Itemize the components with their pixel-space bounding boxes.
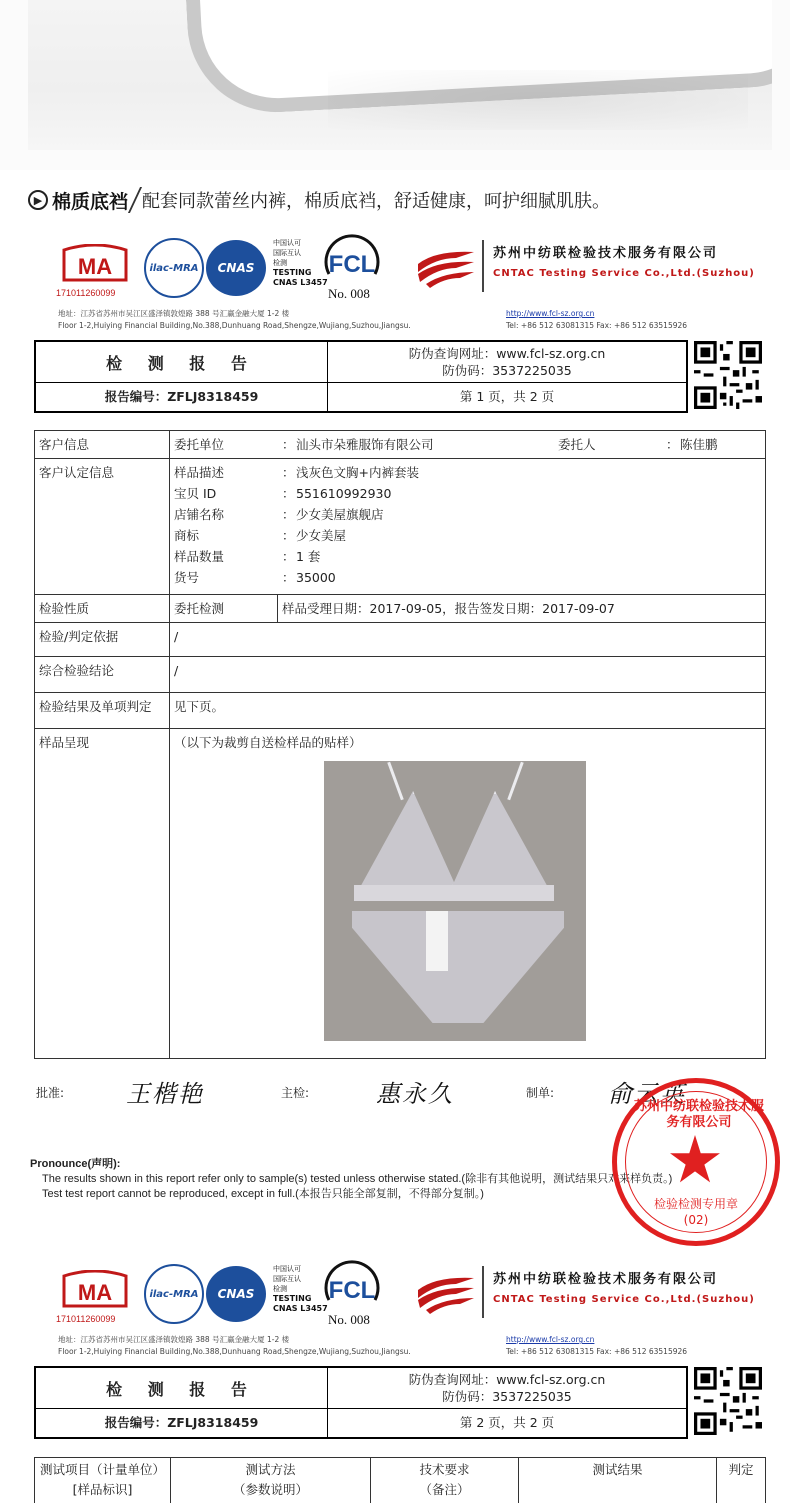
cnas-logo: CNAS [206,1266,266,1322]
fcl-number: No. 008 [328,286,370,301]
sample-cell [170,729,766,1059]
official-stamp [612,1078,780,1246]
address-cn: 地址：江苏省苏州市吴江区盛泽镇敦煌路 388 号汇赢金融大厦 1-2 楼 [58,1335,290,1344]
report-header-table-page2 [34,1366,688,1439]
store-name: 少女美屋旗舰店 [296,507,384,522]
pronounce-title: Pronounce(声明): [30,1158,121,1170]
logo-row-page2 [56,1262,776,1332]
fcl-logo-icon [321,1256,383,1316]
bra-cup-right [450,791,550,891]
website-link[interactable]: http://www.fcl-sz.org.cn [506,309,595,318]
result-value: 见下页。 [170,693,766,729]
bra-band [354,885,554,901]
col-test-method: 测试方法 （参数说明） [171,1458,371,1503]
company-name-en: CNTAC Testing Service Co.,Ltd.(Suzhou) [493,268,755,279]
address-row [58,308,778,334]
panty-shape [352,911,564,1023]
company-name-cn: 苏州中纺联检验技术服务有限公司 [493,246,719,261]
client-person: 陈佳鹏 [680,437,718,452]
cnas-logo: CNAS [206,240,266,296]
hang-tag [426,911,448,971]
prepare-signature: 俞云英 [608,1080,686,1108]
svg-text:FCL: FCL [328,251,376,278]
qr-code-icon [694,341,762,409]
report-title: 检 测 报 告 [36,342,328,382]
sample-description: 浅灰色文胸+内裤套装 [296,465,419,480]
basis-value: / [170,623,766,657]
anti-fake-info: 防伪查询网址：www.fcl-sz.org.cn 防伪码：3537225035 [408,346,606,378]
address-en: Floor 1-2,Huiying Financial Building,No.388,Dunhuang Road,Shengze,Wujiang,Suzhou,Jiangsu. [58,321,411,330]
test-results-table [34,1457,766,1503]
ilac-mra-logo: ilac-MRA [144,1264,204,1324]
cnas-accreditation-text: 中国认可 国际互认 检测 TESTING CNAS L3457 [273,1265,328,1313]
cnas-accreditation-text: 中国认可 国际互认 检测 TESTING CNAS L3457 [273,239,328,287]
sample-quantity: 1 套 [296,549,321,564]
slash-divider [128,187,142,213]
ma-number: 171011260099 [56,1314,116,1324]
page-indicator: 第 2 页，共 2 页 [459,1415,555,1430]
item-id: 551610992930 [296,486,392,501]
feature-caption [28,180,610,220]
circle-arrow-icon: ▶ [28,190,48,210]
page-indicator: 第 1 页，共 2 页 [459,389,555,404]
report-number: 报告编号：ZFLJ8318459 [36,383,328,411]
address-cn: 地址：江苏省苏州市吴江区盛泽镇敦煌路 388 号汇赢金融大厦 1-2 楼 [58,309,290,318]
report-header-table [34,340,688,413]
report-info-table [34,430,766,1059]
bra-cup-left [358,791,458,891]
col-requirement: 技术要求 （备注） [371,1458,519,1503]
fcl-logo-icon [321,230,383,290]
address-row-page2 [58,1334,778,1360]
fabric-shadow [328,70,748,130]
sample-details: 样品描述 ： 浅灰色文胸+内裤套装 宝贝 ID ： 551610992930 店铺名称 ： 少女美屋旗舰店 商标 ： 少女美屋 样品数量 ： 1 套 货号 ： 35000 [170,459,766,595]
inspect-signature: 惠永久 [376,1080,454,1108]
ma-number: 171011260099 [56,288,116,298]
col-judgement: 判定 [717,1458,766,1503]
logo-divider [482,240,484,292]
stamp-text: 苏州中纺联检验技术服务有限公司 [633,1099,764,1130]
sample-photo [324,761,586,1041]
nature-value: 委托检测 [170,595,278,623]
article-number: 35000 [296,570,336,585]
svg-text:MA: MA [77,254,113,279]
anti-fake-info: 防伪查询网址：www.fcl-sz.org.cn 防伪码：3537225035 [408,1372,606,1404]
company-name-cn: 苏州中纺联检验技术服务有限公司 [493,1272,719,1287]
svg-text:MA: MA [77,1280,113,1305]
logo-row [56,236,776,306]
feature-title: 棉质底裆 [52,190,129,213]
client-confirm-label: 客户认定信息 [35,459,170,595]
sample-label: 样品呈现 [35,729,170,1059]
conclusion-label: 综合检验结论 [35,657,170,693]
ma-logo-icon [60,1270,130,1310]
pronounce-line-2: Test test report cannot be reproduced, except in full.(本报告只能全部复制，不得部分复制。) [42,1188,484,1200]
tel-fax: Tel: +86 512 63081315 Fax: +86 512 63515926 [506,321,688,330]
col-result: 测试结果 [519,1458,717,1503]
website-link[interactable]: http://www.fcl-sz.org.cn [506,1335,595,1344]
ilac-mra-logo: ilac-MRA [144,238,204,298]
prepare-label: 制单: [526,1086,555,1100]
inspect-label: 主检: [281,1086,310,1100]
nature-label: 检验性质 [35,595,170,623]
qr-code-icon [694,1367,762,1435]
fcl-number: No. 008 [328,1312,370,1327]
approve-signature: 王楷艳 [126,1080,204,1108]
product-photo [0,0,790,170]
ma-logo-icon [60,244,130,284]
conclusion-value: / [170,657,766,693]
svg-text:FCL: FCL [328,1277,376,1304]
company-name-en: CNTAC Testing Service Co.,Ltd.(Suzhou) [493,1294,755,1305]
basis-label: 检验/判定依据 [35,623,170,657]
dates: 样品受理日期：2017-09-05，报告签发日期：2017-09-07 [278,595,766,623]
logo-divider [482,1266,484,1318]
feature-description: 配套同款蕾丝内裤，棉质底裆，舒适健康，呵护细腻肌肤。 [142,191,611,212]
client-info-label: 客户信息 [35,431,170,459]
pronounce-line-1: The results shown in this report refer only to sample(s) tested unless otherwise stated.(除非有其他说明，测试结果只对来样负责。) [42,1173,673,1185]
stamp-number: (02) [683,1213,709,1227]
report-number: 报告编号：ZFLJ8318459 [36,1409,328,1437]
cntac-mark-icon [416,1270,476,1314]
client-unit: 汕头市朵雅服饰有限公司 [296,437,434,452]
tel-fax: Tel: +86 512 63081315 Fax: +86 512 63515926 [506,1347,688,1356]
report-title: 检 测 报 告 [36,1368,328,1408]
approve-label: 批准: [36,1086,65,1100]
sample-note: （以下为裁剪自送检样品的贴样） [174,735,362,750]
brand: 少女美屋 [296,528,347,543]
col-test-item: 测试项目（计量单位） [样品标识] [35,1458,171,1503]
fabric-closeup-image [28,0,772,150]
stamp-subtitle: 检验检测专用章 [653,1197,738,1211]
client-info-cell: 委托单位 ： 汕头市朵雅服饰有限公司 委托人 ： 陈佳鹏 [170,431,766,459]
cntac-mark-icon [416,244,476,288]
result-label: 检验结果及单项判定 [35,693,170,729]
address-en: Floor 1-2,Huiying Financial Building,No.388,Dunhuang Road,Shengze,Wujiang,Suzhou,Jiangsu. [58,1347,411,1356]
